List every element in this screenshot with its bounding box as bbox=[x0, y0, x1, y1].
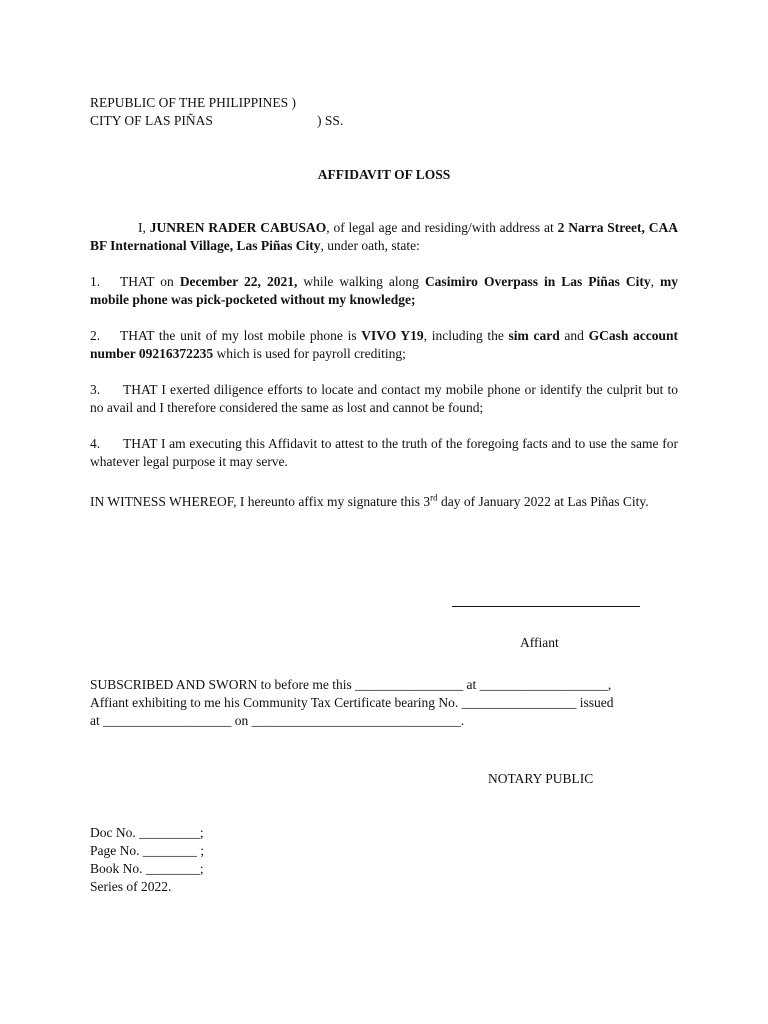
header-republic: REPUBLIC OF THE PHILIPPINES ) bbox=[90, 95, 297, 110]
book-no: Book No. ________; bbox=[90, 861, 204, 876]
item-1: 1. THAT on December 22, 2021, while walking along Casimiro Overpass in Las Piñas City, my mobile phone was pick-pocketed without my knowledge; bbox=[90, 274, 678, 307]
witness-paragraph: IN WITNESS WHEREOF, I hereunto affix my signature this 3rd day of January 2022 at Las Piñas City. bbox=[90, 492, 649, 509]
affiant-address: 2 Narra Street, CAA BF International Village, Las Piñas City bbox=[90, 220, 679, 253]
signature-line bbox=[452, 606, 640, 607]
intro-paragraph: I, JUNREN RADER CABUSAO, of legal age and residing/with address at 2 Narra Street, CAA BF International Village, Las Piñas City, under oath, state: bbox=[90, 220, 679, 253]
affiant-label: Affiant bbox=[520, 635, 559, 650]
series-year: Series of 2022. bbox=[90, 879, 172, 894]
jurat-line-3: at ___________________ on _______________________________. bbox=[90, 713, 465, 728]
jurat-line-2: Affiant exhibiting to me his Community Tax Certificate bearing No. _________________ issued bbox=[90, 695, 614, 710]
header-ss: ) SS. bbox=[317, 113, 344, 128]
item-4: 4. THAT I am executing this Affidavit to attest to the truth of the foregoing facts and to use the same for whatever legal purpose it may serve. bbox=[90, 436, 678, 469]
item-2: 2. THAT the unit of my lost mobile phone is VIVO Y19, including the sim card and GCash account number 09216372235 which is used for payroll crediting; bbox=[90, 328, 678, 361]
doc-no: Doc No. _________; bbox=[90, 825, 204, 840]
page-no: Page No. ________ ; bbox=[90, 843, 204, 858]
notary-public-label: NOTARY PUBLIC bbox=[488, 771, 594, 786]
header-city: CITY OF LAS PIÑAS bbox=[90, 113, 213, 128]
document-title: AFFIDAVIT OF LOSS bbox=[317, 167, 451, 182]
affiant-name: JUNREN RADER CABUSAO bbox=[149, 220, 327, 235]
jurat-line-1: SUBSCRIBED AND SWORN to before me this ________________ at ___________________, bbox=[90, 677, 612, 692]
item-3: 3. THAT I exerted diligence efforts to locate and contact my mobile phone or identify the culprit but to no avail and I therefore considered the same as lost and cannot be found; bbox=[90, 382, 678, 415]
